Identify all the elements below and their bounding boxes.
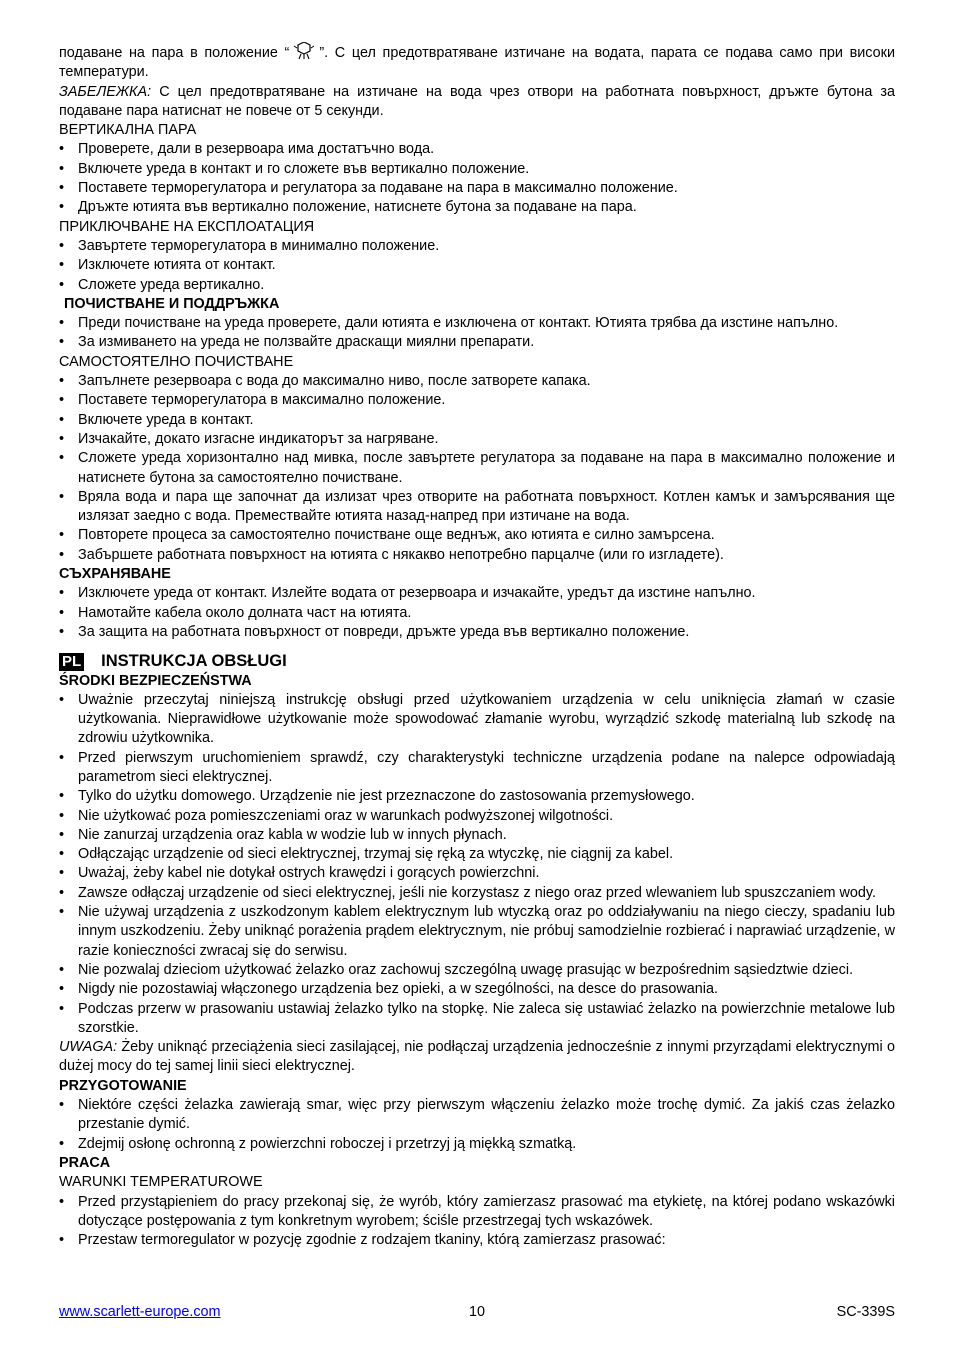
intro-text-2: ”. С цел предотвратяване изтичане на водата, парата се подава само при високи температури. [59,45,895,81]
list-preparation [59,1096,895,1154]
list-item [59,140,895,159]
bullet-icon: • [59,807,65,824]
list-item [59,1135,895,1154]
bullet-icon: • [59,1000,65,1017]
bullet-icon: • [59,826,65,843]
page-content [59,42,895,1250]
list-self-cleaning [59,372,895,565]
list-item [59,604,895,623]
bullet-icon: • [59,488,65,505]
bullet-icon: • [59,1193,65,1210]
bullet-icon: • [59,334,65,351]
bullet-icon: • [59,585,65,602]
list-item-text: Przestaw termoregulator w pozycję zgodnie z rodzajem tkaniny, którą zamierzasz prasować: [78,1232,666,1249]
list-item [59,430,895,449]
manual-title: INSTRUKCJA OBSŁUGI [101,652,287,671]
bullet-icon: • [59,276,65,293]
bullet-icon: • [59,160,65,177]
list-item [59,372,895,391]
list-item-text: Изключете ютията от контакт. [78,257,276,274]
list-item-text: Nie używaj urządzenia z uszkodzonym kablem elektrycznym lub wtyczką oraz po oddziaływaniu na niego cieczy, spadaniu lub innym uszkodzeniu. Żeby uniknąć porażenia prądem elektrycznym, nie próbuj samodzielnie rozbierać i naprawiać urządzenie, w razie konieczności zwracaj się do serwisu. [78,904,895,959]
list-item-text: Сложете уреда хоризонтално над мивка, после завъртете регулатора за подаване на пара в максимално положение и натиснете бутона за самостоятелно почистване. [78,450,895,486]
list-item-text: Дръжте ютията във вертикално положение, натиснете бутона за подаване на пара. [78,199,637,216]
list-item [59,980,895,999]
bullet-icon: • [59,604,65,621]
list-item-text: Odłączając urządzenie od sieci elektrycznej, trzymaj się ręką za wtyczkę, nie ciągnij za kabel. [78,846,674,863]
list-item-text: Nigdy nie pozostawiaj włączonego urządzenia bez opieki, a w szególności, na desce do prasowania. [78,981,718,998]
list-item-text: Намотайте кабела около долната част на ютията. [78,604,412,621]
list-storage [59,584,895,642]
bullet-icon: • [59,884,65,901]
bullet-icon: • [59,1097,65,1114]
list-item [59,864,895,883]
section-heading-work: PRACA [59,1154,111,1171]
bullet-icon: • [59,961,65,978]
list-item-text: Zawsze odłączaj urządzenie od sieci elektrycznej, jeśli nie korzystasz z niego oraz przed wlewaniem lub spuszczaniem wody. [78,884,876,901]
subsection-heading-temperature: WARUNKI TEMPERATUROWE [59,1174,263,1191]
language-badge: PL [59,653,84,671]
bullet-icon: • [59,315,65,332]
list-item-text: Uważnie przeczytaj niniejszą instrukcję obsługi przed użytkowaniem urządzenia w celu uniknięcia złamań w czasie użytkowania. Nieprawidłowe użytkowanie może spowodować złamanie wyrobu, wyrządzić szkodę materialną lub szkodę na zdrowiu użytkownika. [78,691,895,747]
section-heading-self-cleaning: САМОСТОЯТЕЛНО ПОЧИСТВАНЕ [59,353,294,370]
list-item-text: Изключете уреда от контакт. Излейте водата от резервоара и изчакайте, уредът да изстине напълно. [78,585,756,602]
steam-burst-icon [289,42,319,60]
list-item-text: Запълнете резервоара с вода до максимално ниво, после затворете капака. [78,373,591,390]
section-heading-safety: ŚRODKI BEZPIECZEŃSTWA [59,672,252,689]
list-safety [59,691,895,1038]
bullet-icon: • [59,1135,65,1152]
list-item-text: Изчакайте, докато изгасне индикаторът за нагряване. [78,430,439,447]
page-footer [59,1303,895,1323]
list-item [59,807,895,826]
bullet-icon: • [59,392,65,409]
list-item [59,903,895,961]
list-item-text: Uważaj, żeby kabel nie dotykał ostrych krawędzi i gorących powierzchni. [78,865,540,882]
bullet-icon: • [59,749,65,766]
bullet-icon: • [59,430,65,447]
list-item-text: Nie pozwalaj dzieciom użytkować żelazko oraz zachowuj szczególną uwagę prasując w bezpośrednim sąsiedztwie dzieci. [78,961,854,978]
model-number: SC-339S [836,1304,895,1320]
website-link[interactable]: www.scarlett-europe.com [59,1304,221,1320]
list-item-text: Przed pierwszym uruchomieniem sprawdź, czy charakterystyki techniczne urządzenia podane na nalepce odpowiadają parametrom sieci elektrycznej. [78,749,895,785]
list-item [59,411,895,430]
list-item-text: Przed przystąpieniem do pracy przekonaj się, że wyrób, który zamierzasz prasować ma etykietę, na której podano wskazówki dotyczące postępowania z tym konkretnym wyrobem; ściśle przestrzegaj tych wskazówek. [78,1193,895,1229]
list-item [59,488,895,527]
note-pl-label: UWAGA: [59,1039,118,1056]
list-item [59,749,895,788]
list-item [59,845,895,864]
list-item [59,1231,895,1250]
list-item [59,826,895,845]
section-heading-cleaning: ПОЧИСТВАНЕ И ПОДДРЪЖКА [64,295,280,312]
page-number: 10 [468,1304,485,1320]
list-item [59,449,895,488]
list-item-text: Включете уреда в контакт. [78,411,254,428]
list-item-text: Завъртете терморегулатора в минимално положение. [78,237,440,254]
note-bg [59,83,895,122]
list-item [59,256,895,275]
bullet-icon: • [59,373,65,390]
bullet-icon: • [59,180,65,197]
list-item [59,314,895,333]
list-item-text: За защита на работната повърхност от повреди, дръжте уреда във вертикално положение. [78,623,690,640]
list-item-text: Niektóre części żelazka zawierają smar, więc przy pierwszym włączeniu żelazko może trochę dymić. Za jakiś czas żelazko przestanie dymić. [78,1097,895,1133]
note-text: С цел предотвратяване на изтичане на вода чрез отвори на работната повърхност, дръжте бутона за подаване пара натиснат не повече от 5 секунди. [59,83,895,119]
bullet-icon: • [59,199,65,216]
list-item-text: Поставете терморегулатора в максимално положение. [78,392,446,409]
list-item-text: Повторете процеса за самостоятелно почистване още веднъж, ако ютията е силно замърсена. [78,527,715,544]
list-item [59,961,895,980]
list-item [59,333,895,352]
bullet-icon: • [59,141,65,158]
bullet-icon: • [59,846,65,863]
list-vertical-steam [59,140,895,217]
list-item [59,237,895,256]
list-item-text: Nie użytkować poza pomieszczeniami oraz w warunkach podwyższonej wilgotności. [78,807,614,824]
list-item [59,623,895,642]
list-item-text: Включете уреда в контакт и го сложете във вертикално положение. [78,160,530,177]
bullet-icon: • [59,1232,65,1249]
list-item [59,526,895,545]
intro-paragraph [59,42,895,83]
list-item-text: За измиването на уреда не ползвайте драскащи миялни препарати. [78,334,535,351]
list-item [59,179,895,198]
list-item-text: Вряла вода и пара ще започнат да излизат чрез отворите на работната повърхност. Котлен камък и замърсявания ще излязат заедно с вода. Премествайте ютията назад-напред при изтичане на вода. [78,488,895,525]
list-item [59,160,895,179]
list-end-use [59,237,895,295]
list-item-text: Nie zanurzaj urządzenia oraz kabla w wodzie lub w innych płynach. [78,826,507,843]
list-item [59,276,895,295]
list-item-text: Tylko do użytku domowego. Urządzenie nie jest przeznaczone do zastosowania przemysłowego. [78,788,695,805]
bullet-icon: • [59,904,65,921]
list-work [59,1193,895,1251]
bullet-icon: • [59,691,65,708]
list-item [59,884,895,903]
list-item [59,198,895,217]
list-item-text: Сложете уреда вертикално. [78,276,265,293]
list-item [59,1193,895,1232]
bullet-icon: • [59,527,65,544]
bullet-icon: • [59,237,65,254]
list-item-text: Преди почистване на уреда проверете, дали ютията е изключена от контакт. Ютията трябва да изстине напълно. [78,315,839,332]
bullet-icon: • [59,788,65,805]
note-label: ЗАБЕЛЕЖКА: [59,83,152,100]
bullet-icon: • [59,981,65,998]
list-item [59,546,895,565]
bullet-icon: • [59,865,65,882]
section-heading-vertical-steam: ВЕРТИКАЛНА ПАРА [59,122,197,139]
list-item [59,1096,895,1135]
list-item [59,691,895,749]
list-item-text: Поставете терморегулатора и регулатора за подаване на пара в максимално положение. [78,180,678,197]
language-section-title [59,652,895,671]
intro-text-1: подаване на пара в положение “ [59,45,290,61]
list-item-text: Podczas przerw w prasowaniu ustawiaj żelazko tylko na stopkę. Nie zaleca się ustawiać żelazko na powierzchnie metalowe lub szorstkie. [78,1000,895,1036]
section-heading-preparation: PRZYGOTOWANIE [59,1077,187,1094]
section-heading-storage: СЪХРАНЯВАНЕ [59,566,171,583]
list-item-text: Zdejmij osłonę ochronną z powierzchni roboczej i przetrzyj ją miękką szmatką. [78,1135,577,1152]
list-item [59,1000,895,1039]
section-heading-end-use: ПРИКЛЮЧВАНЕ НА ЕКСПЛОАТАЦИЯ [59,218,315,235]
list-item-text: Проверете, дали в резервоара има достатъчно вода. [78,141,435,158]
note-pl-text: Żeby uniknąć przeciążenia sieci zasilającej, nie podłączaj urządzenia jednocześnie z innymi przyrządami elektrycznymi o dużej mocy do tej samej linii sieci elektrycznej. [59,1039,895,1075]
bullet-icon: • [59,257,65,274]
list-cleaning [59,314,895,353]
list-item-text: Забършете работната повърхност на ютията с някакво непотребно парцалче (или го изгладете). [78,546,724,563]
note-pl [59,1038,895,1077]
list-item [59,391,895,410]
bullet-icon: • [59,546,65,563]
bullet-icon: • [59,623,65,640]
list-item [59,584,895,603]
bullet-icon: • [59,411,65,428]
list-item [59,787,895,806]
bullet-icon: • [59,450,65,467]
